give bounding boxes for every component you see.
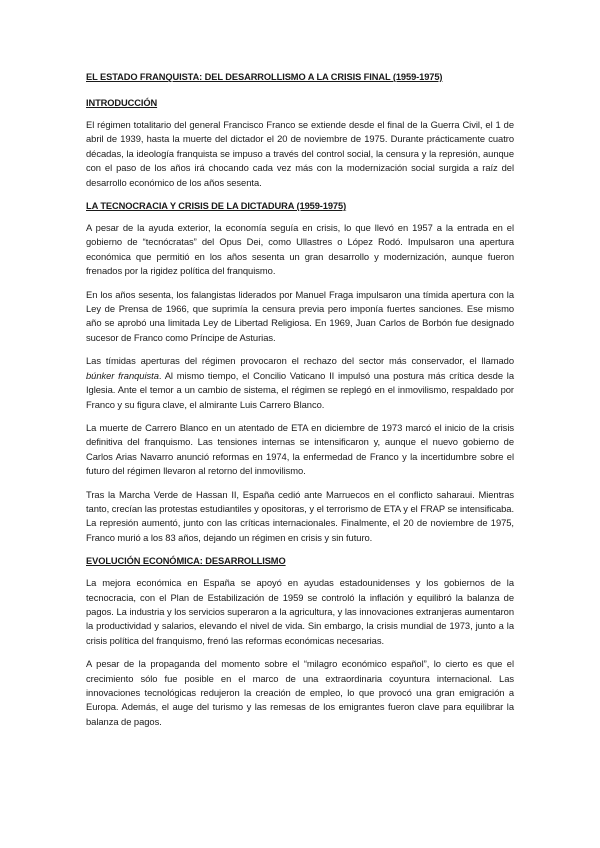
section-heading: EVOLUCIÓN ECONÓMICA: DESARROLLISMO	[86, 556, 286, 567]
paragraph: La muerte de Carrero Blanco en un atentado de ETA en diciembre de 1973 marcó el inicio de la crisis definitiva del franquismo. Las tensiones internas se intensificaron y, aunque el nuevo gobierno de Carlos Arias Navarro anunció reformas en 1974, la enfermedad de Franco y la incertidumbre sobre el futuro del régimen llevaron al retorno del inmovilismo.	[86, 421, 514, 477]
paragraph: A pesar de la propaganda del momento sobre el “milagro económico español”, lo cierto es que el crecimiento sólo fue posible en el marco de una extraordinaria coyuntura internacional. Las innovaciones tecnológicas redujeron la creación de empleo, lo que provocó una gran emigración a Europa. Además, el auge del turismo y las remesas de los emigrantes fueron clave para equilibrar la balanza de pagos.	[86, 658, 514, 727]
section-heading: LA TECNOCRACIA Y CRISIS DE LA DICTADURA (1959-1975)	[86, 201, 347, 212]
section-tecnocracia	[86, 199, 514, 545]
section-introduccion	[86, 96, 514, 190]
section-heading: INTRODUCCIÓN	[86, 98, 158, 108]
paragraph: Tras la Marcha Verde de Hassan II, España cedió ante Marruecos en el conflicto saharaui. Mientras tanto, crecían las protestas estudiantiles y opositoras, y el terrorismo de ETA y el FRAP se intensificaba. La represión aumentó, junto con las críticas internacionales. Finalmente, el 20 de noviembre de 1975, Franco murió a los 83 años, dejando un régimen en crisis y sin futuro.	[86, 488, 514, 543]
section-evolucion-economica	[86, 554, 514, 729]
paragraph-text: Las tímidas aperturas del régimen provocaron el rechazo del sector más conservador, el llamado	[86, 355, 514, 367]
italic-term: búnker franquista	[86, 369, 159, 381]
paragraph: La mejora económica en España se apoyó en ayudas estadounidenses y los gobiernos de la tecnocracia, con el Plan de Estabilización de 1959 se controló la inflación y equilibró la balanza de pagos. La industria y los servicios superaron a la agricultura, y las innovaciones extranjeras aumentaron la productividad y salarios, elevando el nivel de vida. Sin embargo, la crisis mundial de 1973, junto a la crisis política del franquismo, frenó las reformas económicas necesarias.	[86, 577, 514, 646]
paragraph: En los años sesenta, los falangistas liderados por Manuel Fraga impulsaron una tímida apertura con la Ley de Prensa de 1966, que suprimía la censura previa pero imponía fuertes sanciones. Ese mismo año se aprobó una limitada Ley de Libertad Religiosa. En 1969, Juan Carlos de Borbón fue designado sucesor de Franco como Príncipe de Asturias.	[86, 288, 514, 343]
document-title: EL ESTADO FRANQUISTA: DEL DESARROLLISMO A LA CRISIS FINAL (1959-1975)	[86, 72, 443, 82]
paragraph: El régimen totalitario del general Francisco Franco se extiende desde el final de la Guerra Civil, el 1 de abril de 1939, hasta la muerte del dictador el 20 de noviembre de 1975. Durante prácticamente cuatro décadas, la ideología franquista se impuso a través del control social, la censura y la represión, aunque con el paso de los años irá chocando cada vez más con la modernización social surgida a raíz del desarrollo económico de los años sesenta.	[86, 119, 514, 188]
paragraph: A pesar de la ayuda exterior, la economía seguía en crisis, lo que llevó en 1957 a la entrada en el gobierno de “tecnócratas” del Opus Dei, como Ullastres o López Rodó. Impulsaron una apertura económica que permitió en los años sesenta un gran desarrollo y modernización, aunque fueron frenados por la rigidez política del franquismo.	[86, 222, 514, 277]
paragraph	[86, 354, 514, 412]
paragraph-text: . Al mismo tiempo, el Concilio Vaticano II impulsó una postura más crítica desde la Iglesia. Ante el temor a un cambio de sistema, el régimen se replegó en el inmovilismo, respaldado por Franco y su figura clave, el almirante Luis Carrero Blanco.	[86, 369, 515, 410]
